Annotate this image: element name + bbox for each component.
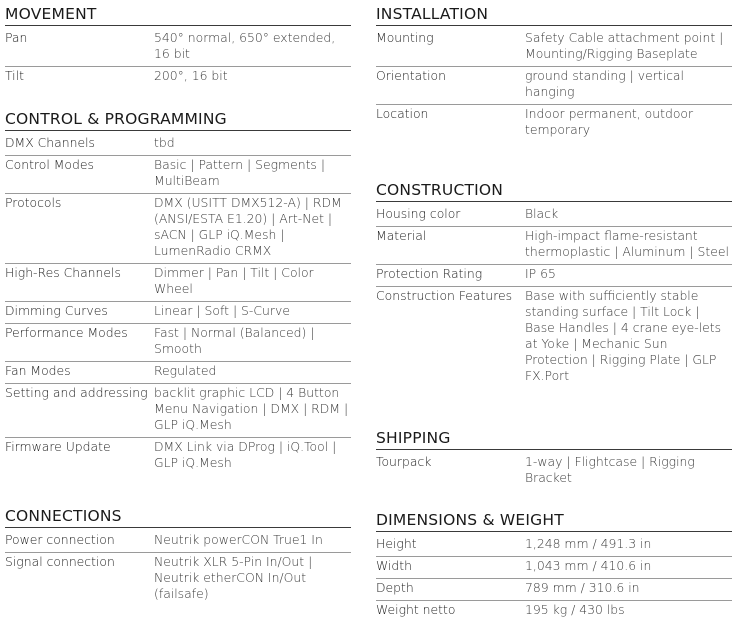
section-connections [5,506,351,606]
spec-row-protocols [5,194,351,264]
spec-value: Indoor permanent, outdoor temporary [525,106,694,137]
spec-row-weight-netto [376,601,732,622]
spec-row-location [376,105,732,142]
spec-value: Dimmer | Pan | Tilt | Color Wheel [154,265,314,296]
spec-row-dmx-channels [5,134,351,156]
spec-value: Neutrik powerCON True1 In [154,532,323,547]
spec-label: Protocols [5,195,62,210]
spec-value: Black [525,206,559,221]
spec-value: 1-way | Flightcase | Rigging Bracket [525,454,695,485]
spec-label: Weight netto [376,602,456,617]
spec-label: Performance Modes [5,325,128,340]
section-installation [376,4,732,142]
spec-value: 195 kg / 430 lbs [525,602,625,617]
section-title: INSTALLATION [376,4,732,26]
spec-row-width [376,557,732,579]
spec-label: Firmware Update [5,439,111,454]
section-shipping [376,428,732,490]
spec-label: Protection Rating [376,266,483,281]
spec-label: DMX Channels [5,135,95,150]
spec-label: Fan Modes [5,363,71,378]
spec-label: Tourpack [376,454,432,469]
spec-value: ground standing | vertical hanging [525,68,684,99]
spec-row-mounting [376,29,732,67]
spec-value: Regulated [154,363,217,378]
spec-value: Fast | Normal (Balanced) | Smooth [154,325,315,356]
spec-value: DMX Link via DProg | iQ.Tool | GLP iQ.Mesh [154,439,337,470]
spec-table [5,26,351,88]
spec-row-firmware-update [5,438,351,475]
spec-table [376,450,732,490]
spec-value: backlit graphic LCD | 4 Button Menu Navigation | DMX | RDM | GLP iQ.Mesh [154,385,349,432]
spec-row-material [376,227,732,265]
section-title: CONNECTIONS [5,506,351,528]
spec-table [376,532,732,622]
section-movement [5,4,351,88]
spec-row-pan [5,29,351,67]
spec-label: Power connection [5,532,115,547]
spec-table [376,202,732,388]
spec-value: 1,248 mm / 491.3 in [525,536,652,551]
spec-label: High-Res Channels [5,265,121,280]
spec-row-protection-rating [376,265,732,287]
spec-label: Dimming Curves [5,303,108,318]
spec-label: Construction Features [376,288,513,303]
spec-value: 200°, 16 bit [154,68,228,83]
spec-label: Height [376,536,417,551]
spec-row-control-modes [5,156,351,194]
section-title: DIMENSIONS & WEIGHT [376,510,732,532]
spec-value: 789 mm / 310.6 in [525,580,640,595]
spec-label: Width [376,558,412,573]
spec-row-power-connection [5,531,351,553]
spec-table [5,528,351,606]
spec-value: IP 65 [525,266,556,281]
section-construction [376,180,732,388]
spec-label: Signal connection [5,554,115,569]
spec-label: Orientation [376,68,446,83]
spec-row-tourpack [376,453,732,490]
spec-value: High-impact flame-resistant thermoplastic | Aluminum | Steel [525,228,729,259]
spec-row-orientation [376,67,732,105]
spec-label: Mounting [376,30,434,45]
spec-value: DMX (USITT DMX512-A) | RDM (ANSI/ESTA E1.20) | Art-Net | sACN | GLP iQ.Mesh | LumenRadio CRMX [154,195,342,258]
spec-label: Housing color [376,206,461,221]
section-title: SHIPPING [376,428,732,450]
section-title: CONSTRUCTION [376,180,732,202]
spec-row-dimming-curves [5,302,351,324]
spec-value: Basic | Pattern | Segments | MultiBeam [154,157,325,188]
section-control-and-programming [5,109,351,475]
section-title: CONTROL & PROGRAMMING [5,109,351,131]
spec-row-depth [376,579,732,601]
spec-row-setting-and-addressing [5,384,351,438]
spec-row-fan-modes [5,362,351,384]
spec-row-high-res-channels [5,264,351,302]
spec-table [376,26,732,142]
spec-value: Base with sufficiently stable standing surface | Tilt Lock | Base Handles | 4 crane eye-lets at Yoke | Mechanic Sun Protection | Rigging Plate | GLP FX.Port [525,288,722,383]
spec-value: tbd [154,135,175,150]
spec-row-tilt [5,67,351,88]
spec-table [5,131,351,475]
spec-label: Tilt [5,68,24,83]
spec-value: Neutrik XLR 5-Pin In/Out | Neutrik etherCON In/Out (failsafe) [154,554,313,601]
spec-label: Location [376,106,429,121]
spec-value: Linear | Soft | S-Curve [154,303,290,318]
spec-label: Material [376,228,427,243]
spec-label: Control Modes [5,157,94,172]
spec-row-performance-modes [5,324,351,362]
spec-label: Pan [5,30,28,45]
spec-row-signal-connection [5,553,351,606]
spec-value: Safety Cable attachment point | Mounting/Rigging Baseplate [525,30,724,61]
spec-row-housing-color [376,205,732,227]
spec-value: 540° normal, 650° extended, 16 bit [154,30,336,61]
spec-row-construction-features [376,287,732,388]
spec-value: 1,043 mm / 410.6 in [525,558,652,573]
spec-label: Setting and addressing [5,385,148,400]
section-title: MOVEMENT [5,4,351,26]
spec-label: Depth [376,580,414,595]
section-dimensions-and-weight [376,510,732,622]
spec-row-height [376,535,732,557]
